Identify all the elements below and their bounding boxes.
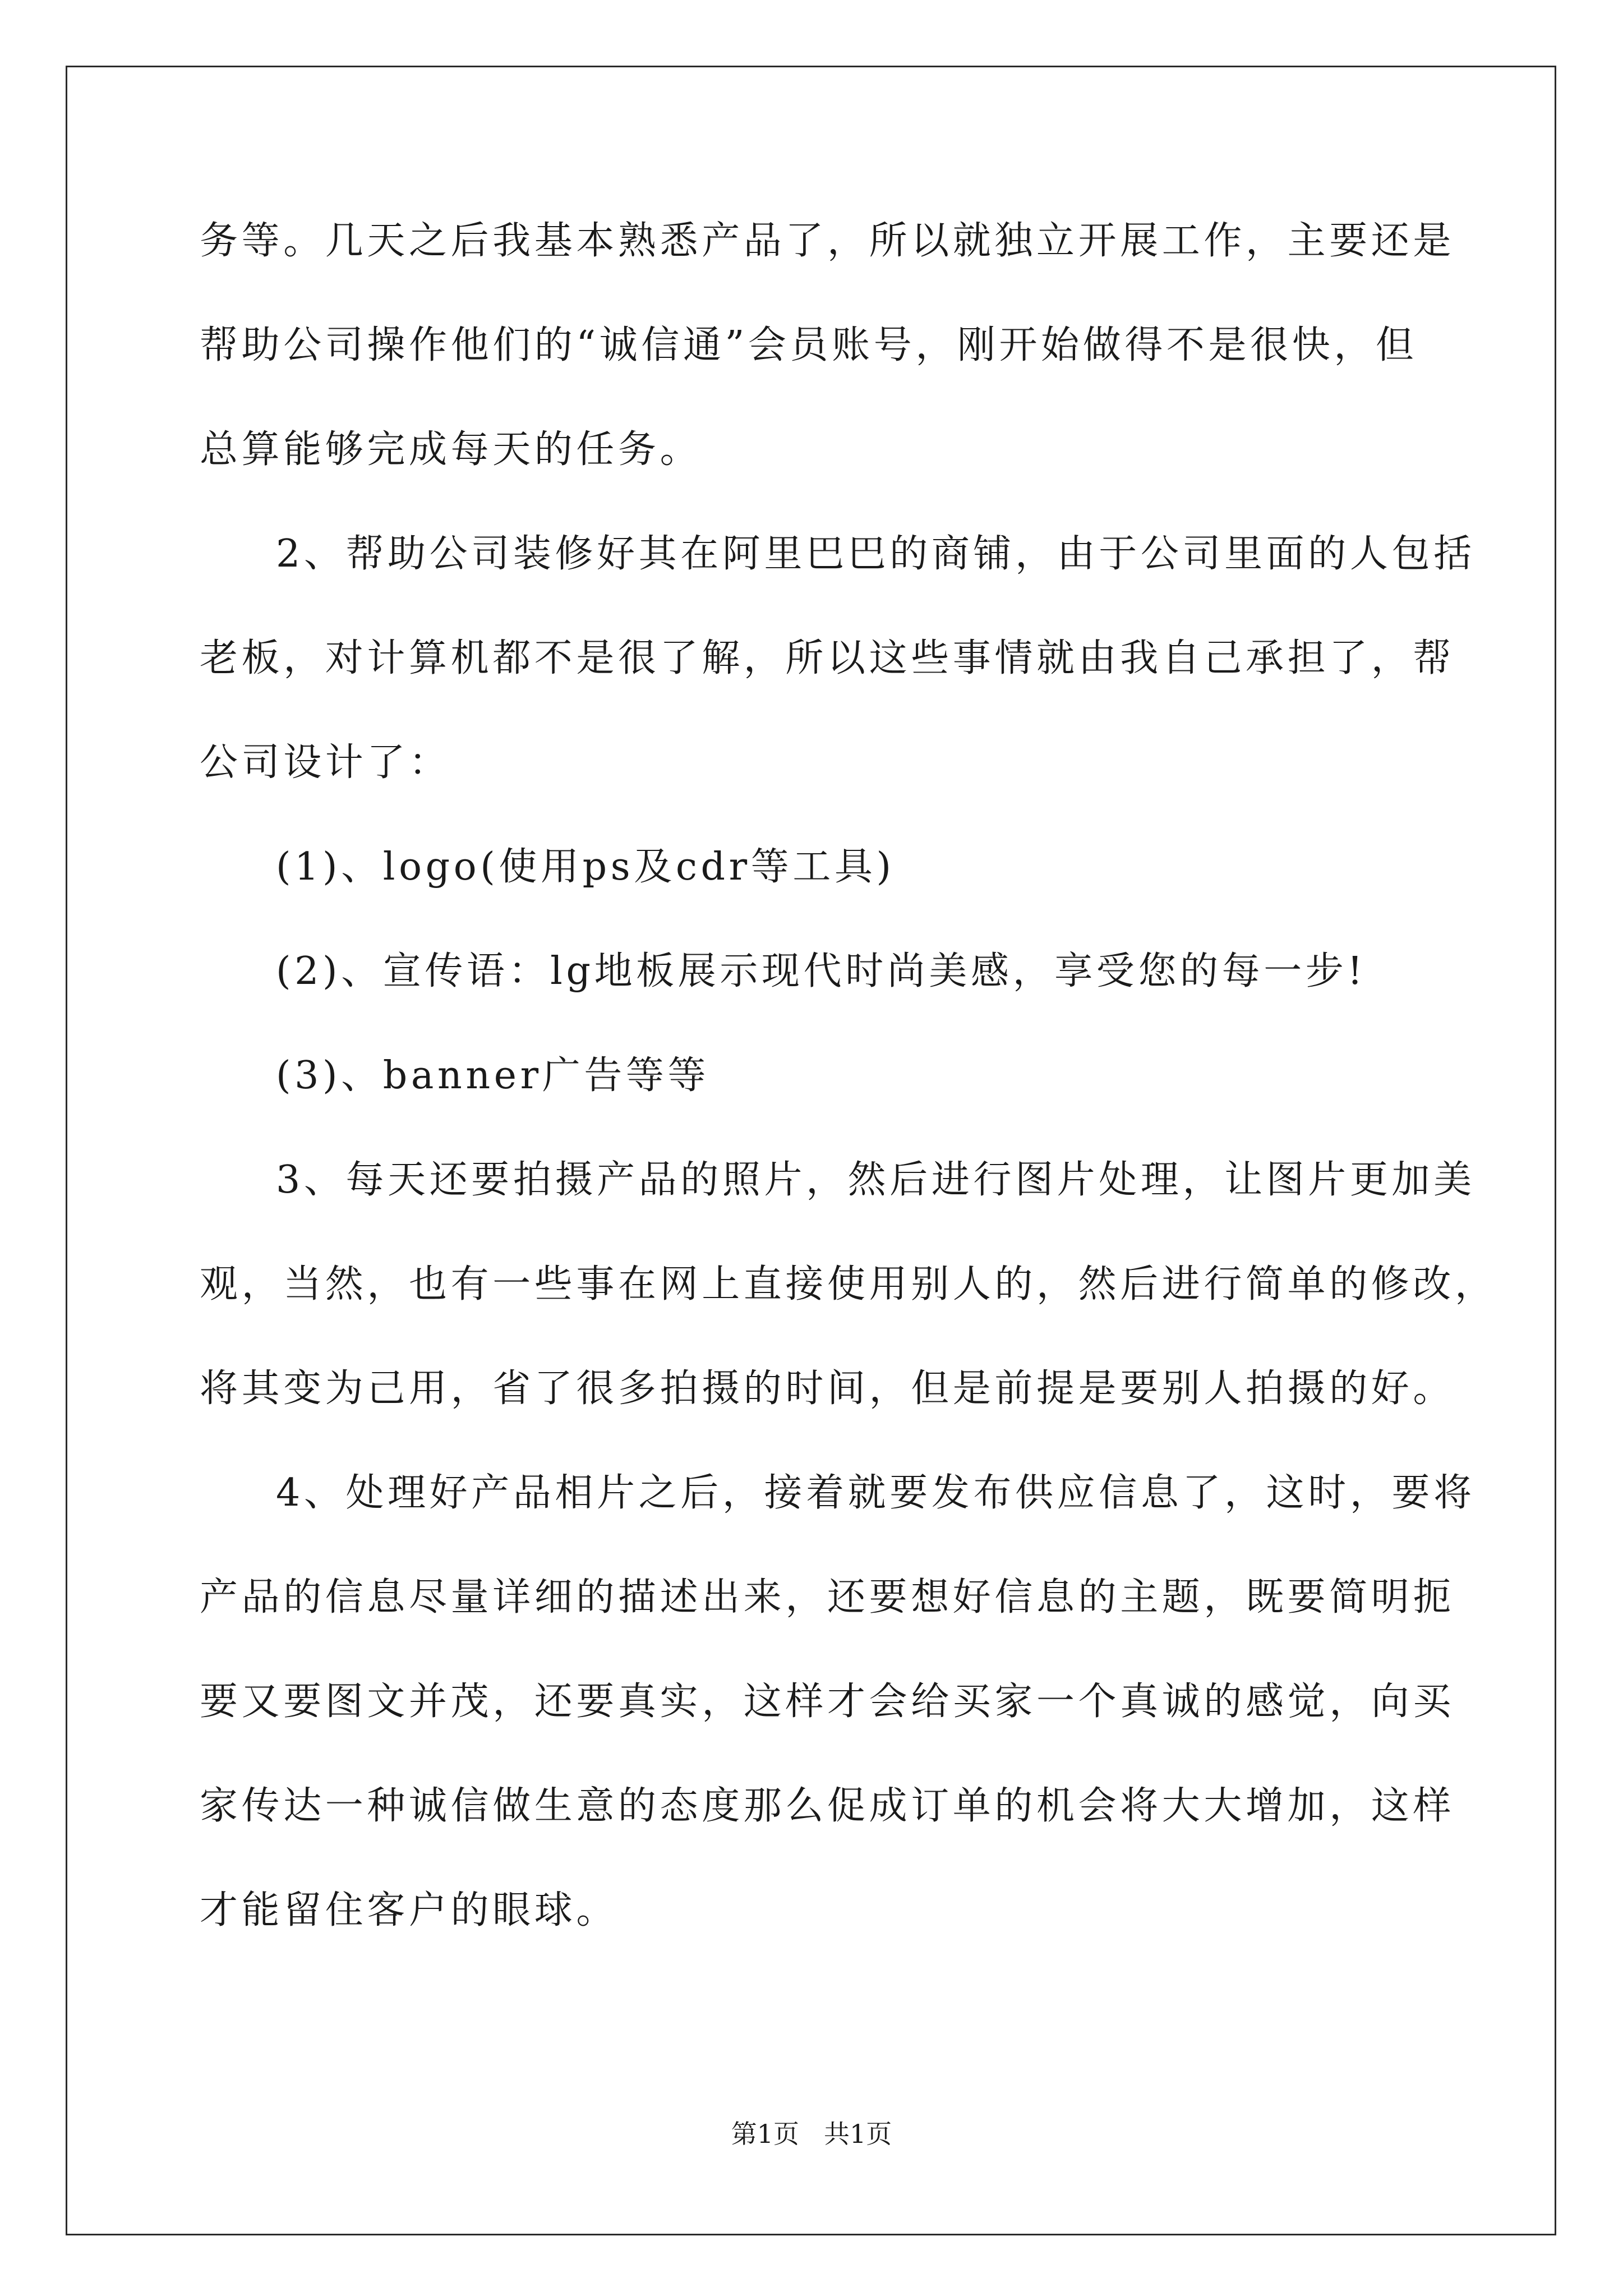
text-line: 4、处理好产品相片之后，接着就要发布供应信息了，这时，要将 [276,1471,1476,1515]
page-number: 第1页 [731,2119,799,2149]
text-line: 务等。几天之后我基本熟悉产品了，所以就独立开展工作，主要还是 [200,219,1455,263]
text-line: 帮助公司操作他们的“诚信通”会员账号，刚开始做得不是很快，但 [200,323,1418,367]
text-line: 家传达一种诚信做生意的态度那么促成订单的机会将大大增加，这样 [200,1784,1455,1828]
list-item: (2)、宣传语：lg地板展示现代时尚美感，享受您的每一步! [276,949,1367,993]
text-line: 要又要图文并茂，还要真实，这样才会给买家一个真诚的感觉，向买 [200,1680,1455,1724]
text-line: 2、帮助公司装修好其在阿里巴巴的商铺，由于公司里面的人包括 [276,532,1476,576]
page-total: 共1页 [824,2119,892,2149]
text-line: 产品的信息尽量详细的描述出来，还要想好信息的主题，既要简明扼 [200,1575,1455,1619]
text-line: 将其变为己用，省了很多拍摄的时间，但是前提是要别人拍摄的好。 [200,1366,1455,1411]
list-item: (3)、banner广告等等 [276,1053,710,1098]
text-line: 总算能够完成每天的任务。 [200,427,702,472]
page-footer [0,2114,1623,2151]
list-item: (1)、logo(使用ps及cdr等工具) [276,845,895,889]
text-line: 观，当然，也有一些事在网上直接使用别人的，然后进行简单的修改， [200,1262,1497,1306]
text-line: 老板，对计算机都不是很了解，所以这些事情就由我自己承担了，帮 [200,636,1455,680]
text-line: 3、每天还要拍摄产品的照片，然后进行图片处理，让图片更加美 [276,1158,1476,1202]
text-line: 公司设计了： [200,740,451,785]
text-line: 才能留住客户的眼球。 [200,1888,619,1932]
document-body [200,208,1497,1981]
